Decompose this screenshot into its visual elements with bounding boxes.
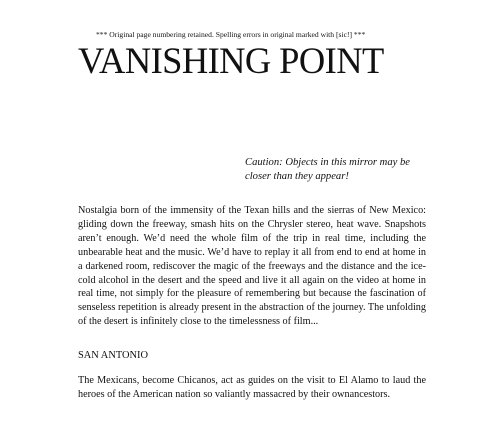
page-title: VANISHING POINT — [78, 40, 384, 81]
editor-note: *** Original page numbering retained. Spelling errors in original marked with [sic!] *** — [96, 30, 366, 39]
section-heading-san-antonio: SAN ANTONIO — [78, 350, 148, 361]
epigraph-line-2: closer than they appear! — [245, 171, 349, 182]
epigraph-line-1: Caution: Objects in this mirror may be — [245, 157, 410, 168]
body-paragraph-1: Nostalgia born of the immensity of the Texan hills and the sierras of New Mexico: gliding down the freeway, smash hits on the Chrysler stereo, heat wave. Snapshots aren’t enough. We’d need the whole film of the trip in real time, including the unbearable heat and the music. We’d have to replay it all from end to end at home in a darkened room, rediscover the magic of the freeways and the distance and the ice-cold alcohol in the desert and the speed and live it all again on the video at home in real time, not simply for the pleasure of remembering but because the fascination of senseless repetition is already present in the abstraction of the journey. The unfolding of the desert is infinitely close to the timelessness of film... — [78, 205, 426, 328]
body-paragraph-2: The Mexicans, become Chicanos, act as guides on the visit to El Alamo to laud the heroes of the American nation so valiantly massacred by their ownancestors. — [78, 375, 426, 400]
epigraph — [245, 156, 445, 184]
